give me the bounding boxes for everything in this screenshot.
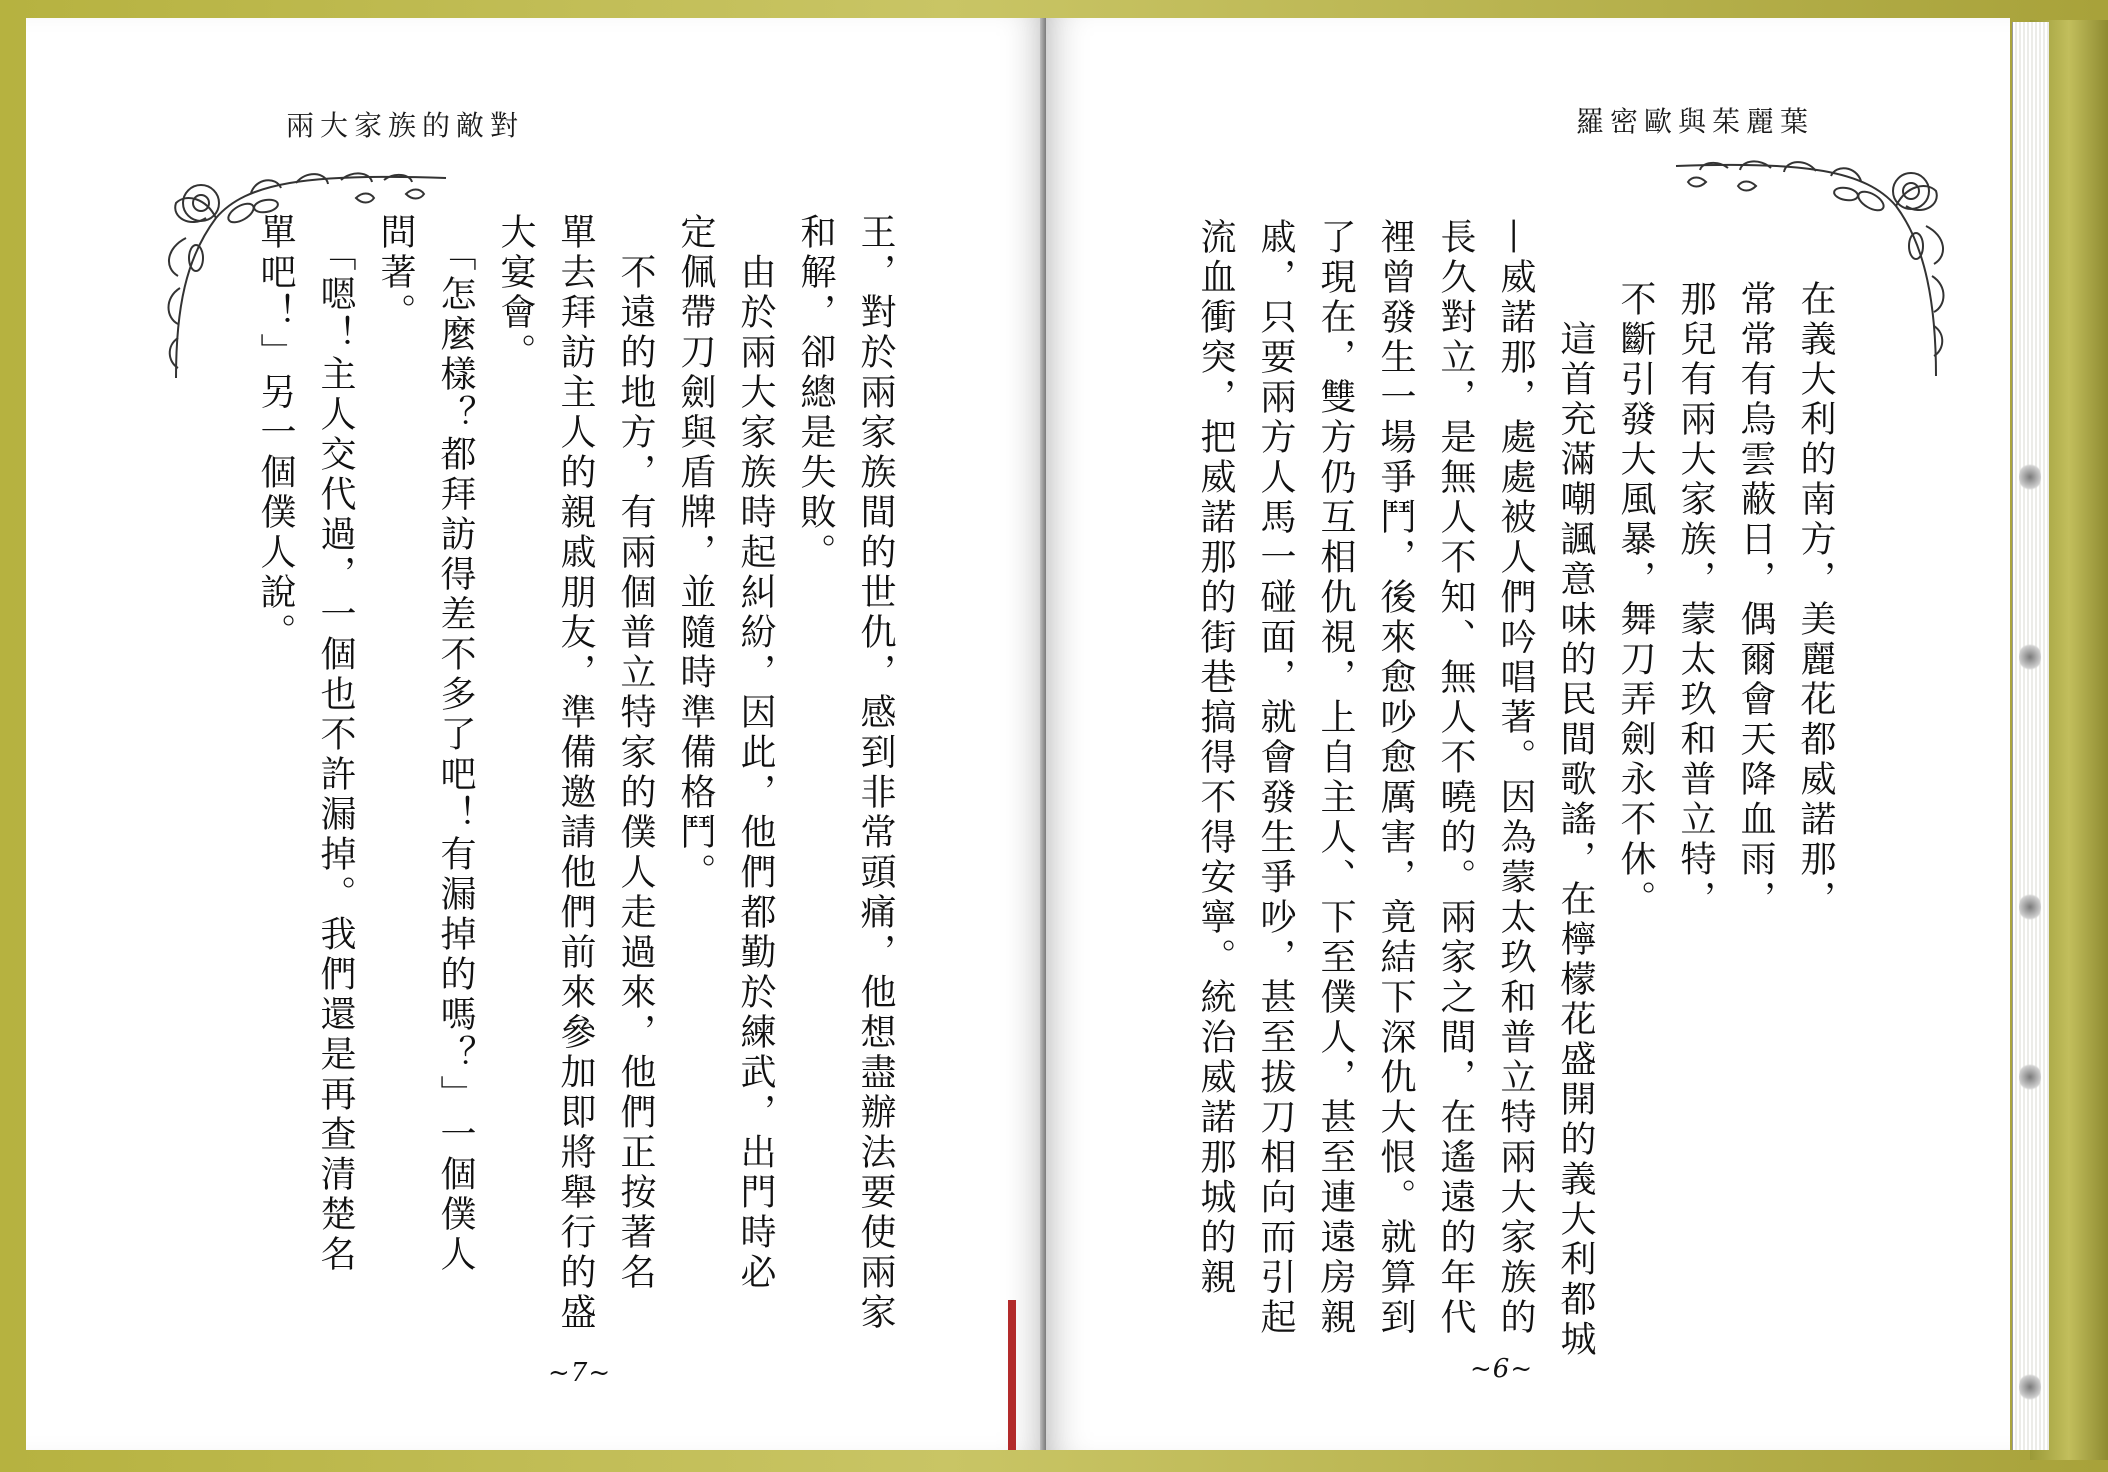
page-number: ~7~: [548, 1358, 612, 1388]
edge-stain: [2019, 892, 2041, 922]
verse-line: 常常有烏雲蔽日，偶爾會天降血雨，: [1735, 280, 1776, 920]
left-page: [26, 18, 1044, 1450]
body-text-column: 「怎麼樣？都拜訪得差不多了吧！有漏掉的嗎？」一個僕人: [435, 213, 476, 1275]
edge-stain: [2019, 642, 2041, 672]
right-page: [1046, 18, 2010, 1450]
body-text-column: 流血衝突，把威諾那的街巷搞得不得安寧。統治威諾那城的親: [1195, 218, 1236, 1298]
body-text-column: 這首充滿嘲諷意味的民間歌謠，在檸檬花盛開的義大利都城: [1555, 280, 1596, 1360]
page-number: ~6~: [1470, 1354, 1534, 1384]
body-text-column: 「嗯！主人交代過，一個也不許漏掉。我們還是再查清楚名: [315, 213, 356, 1275]
body-text-column: 大宴會。: [495, 213, 536, 373]
body-text-column: 由於兩大家族時起糾紛，因此，他們都勤於練武，出門時必: [735, 213, 776, 1293]
body-text-column: 單吧！」另一個僕人說。: [255, 213, 296, 653]
body-text-column: 不遠的地方，有兩個普立特家的僕人走過來，他們正按著名: [615, 213, 656, 1293]
verse-line: 在義大利的南方，美麗花都威諾那，: [1795, 280, 1836, 920]
body-text-column: —威諾那，處處被人們吟唱著。因為蒙太玖和普立特兩大家族的: [1495, 218, 1536, 1338]
body-text-column: 長久對立，是無人不知、無人不曉的。兩家之間，在遙遠的年代: [1435, 218, 1476, 1338]
verse-line: 不斷引發大風暴，舞刀弄劍永不休。: [1615, 280, 1656, 920]
running-head: 兩大家族的敵對: [286, 109, 525, 142]
edge-stain: [2019, 1372, 2041, 1402]
ribbon-bookmark: [1008, 1300, 1016, 1450]
body-text-column: 單去拜訪主人的親戚朋友，準備邀請他們前來參加即將舉行的盛: [555, 213, 596, 1333]
verse-line: 那兒有兩大家族，蒙太玖和普立特，: [1675, 280, 1716, 920]
body-text-column: 定佩帶刀劍與盾牌，並隨時準備格鬥。: [675, 213, 716, 893]
body-text-column: 了現在，雙方仍互相仇視，上自主人、下至僕人，甚至連遠房親: [1315, 218, 1356, 1338]
body-text-column: 和解，卻總是失敗。: [795, 213, 836, 573]
body-text-column: 戚，只要兩方人馬一碰面，就會發生爭吵，甚至拔刀相向而引起: [1255, 218, 1296, 1338]
edge-stain: [2019, 1062, 2041, 1092]
body-text-column: 問著。: [375, 213, 416, 333]
body-text-column: 王，對於兩家族間的世仇，感到非常頭痛，他想盡辦法要使兩家: [855, 213, 896, 1333]
edge-stain: [2019, 462, 2041, 492]
page-fore-edge: [2012, 22, 2049, 1450]
running-head: 羅密歐與茱麗葉: [1576, 105, 1815, 138]
body-text-column: 裡曾發生一場爭鬥，後來愈吵愈厲害，竟結下深仇大恨。就算到: [1375, 218, 1416, 1338]
